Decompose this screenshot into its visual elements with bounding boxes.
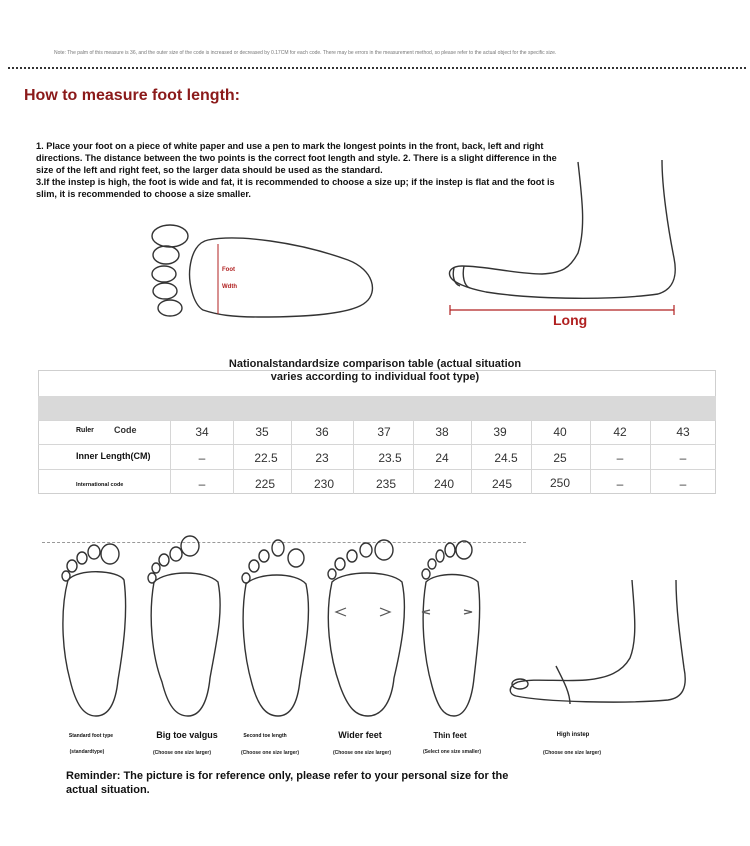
foot-big-toe-valgus-illustration (146, 536, 226, 720)
foot-type-desc: (Choose one size larger) (542, 750, 602, 756)
row-label-international: International code (76, 482, 124, 488)
foot-type-desc: (standardtype) (69, 749, 105, 755)
reminder-text: Reminder: The picture is for reference only, please refer to your personal size for the actual situation. (66, 770, 509, 796)
table-cell: 230 (313, 477, 335, 491)
foot-type-name: High instep (556, 732, 590, 738)
instruction-1: 1. Place your foot on a piece of white paper and use a pen to mark the longest points in the front, back, left and right directions. The distance between the two points is the correct foot length and style. 2. There is a slight difference in the size of the left and right feet, so the larger data should be used as the standard. (36, 141, 557, 175)
table-rule (38, 444, 716, 445)
table-cell: 250 (549, 476, 571, 490)
foot-type-desc: (Choose one size larger) (332, 750, 392, 756)
foot-high-instep-illustration (504, 578, 694, 718)
table-cell: 39 (493, 425, 507, 439)
table-cell: 245 (491, 477, 513, 491)
table-cell: 24.5 (494, 451, 518, 465)
table-cell: 240 (433, 477, 455, 491)
table-cell: 40 (553, 425, 567, 439)
foot-type-name: Standard foot type (68, 733, 114, 739)
foot-type-name: Second toe length (243, 733, 287, 739)
table-cell: 42 (613, 425, 627, 439)
foot-sole-illustration (148, 222, 378, 322)
row-label-ruler: Ruler (76, 427, 94, 434)
table-cell: 37 (377, 425, 391, 439)
table-cell: 24 (435, 451, 449, 465)
foot-second-toe-illustration (236, 540, 316, 720)
foot-standard-illustration (54, 540, 134, 720)
table-cell: 225 (254, 477, 276, 491)
table-rule (38, 420, 716, 421)
foot-type-name: Big toe valgus (156, 730, 218, 740)
table-cell: – (616, 477, 624, 491)
table-cell: – (198, 477, 206, 491)
table-cell: 35 (255, 425, 269, 439)
table-cell: 235 (375, 477, 397, 491)
dotted-divider (8, 67, 746, 69)
table-cell: 34 (195, 425, 209, 439)
foot-side-illustration (446, 158, 686, 318)
foot-type-desc: (Choose one size larger) (240, 750, 300, 756)
foot-type-name: Thin feet (433, 731, 467, 740)
foot-thin-illustration (412, 538, 492, 720)
table-col-rule (650, 420, 651, 494)
table-col-rule (170, 420, 171, 494)
table-cell: 23 (315, 451, 329, 465)
foot-wider-illustration (322, 538, 412, 720)
size-note: Note: The palm of this measure is 36, and the outer size of the code is increased or decreased by 0.17CM for each code. There may be errors in the measurement method, so please refer to the actual object for the specific size. (54, 50, 557, 56)
foot-width-label-top: Foot (222, 267, 235, 273)
table-cell: – (616, 451, 624, 465)
table-cell: 38 (435, 425, 449, 439)
table-cell: – (679, 477, 687, 491)
page-title: How to measure foot length: (24, 87, 240, 104)
table-cell: – (198, 451, 206, 465)
table-cell: 25 (553, 451, 567, 465)
foot-width-label-bottom: Wdth (222, 284, 237, 290)
table-title: Nationalstandardsize comparison table (actual situation varies according to individual foot type) (228, 358, 522, 383)
instruction-2: 3.If the instep is high, the foot is wide and fat, it is recommended to choose a size up; if the instep is flat and the foot is slim, it is recommended to choose a size smaller. (36, 177, 555, 199)
row-label-inner-length: Inner Length(CM) (76, 451, 151, 461)
table-cell: 22.5 (254, 451, 278, 465)
foot-type-desc: (Choose one size larger) (152, 750, 212, 756)
table-cell: 23.5 (378, 451, 402, 465)
table-cell: 36 (315, 425, 329, 439)
foot-type-desc: (Select one size smaller) (422, 749, 482, 755)
long-label: Long (553, 312, 588, 328)
foot-type-name: Wider feet (338, 730, 382, 740)
table-cell: – (679, 451, 687, 465)
table-header-band (38, 396, 716, 420)
table-cell: 43 (676, 425, 690, 439)
row-sublabel-code: Code (114, 425, 137, 435)
table-rule (38, 469, 716, 470)
